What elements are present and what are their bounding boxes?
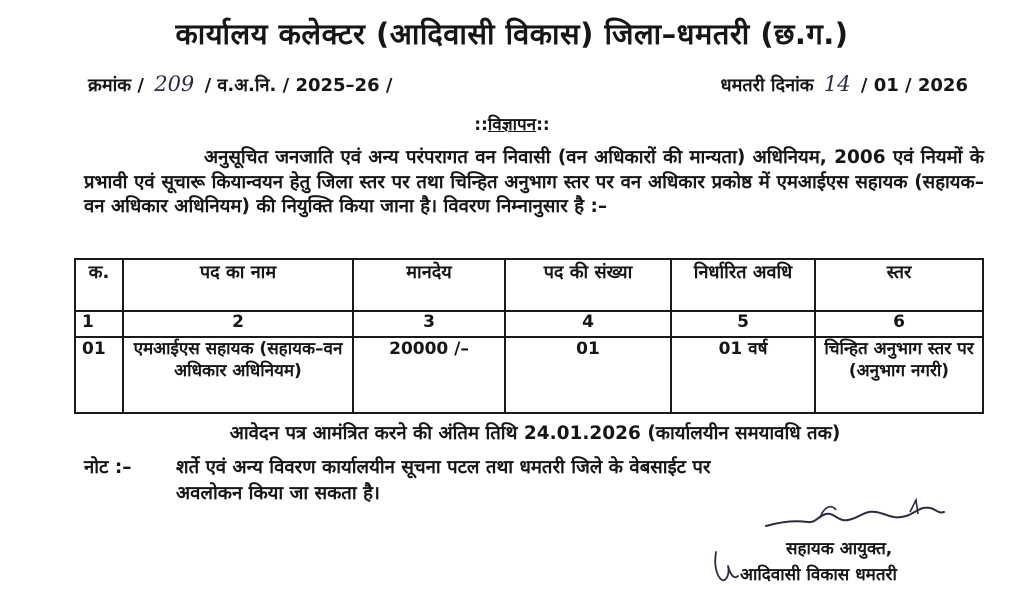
initial-mark xyxy=(708,546,742,586)
notice-heading-word: विज्ञापन xyxy=(487,115,537,135)
note-line-1 xyxy=(84,455,984,481)
table-number-row xyxy=(75,311,983,337)
row-duration: 01 वर्ष xyxy=(671,337,815,413)
office-title: कार्यालय कलेक्टर (आदिवासी विकास) जिला–धमतरी (छ.ग.) xyxy=(175,17,849,51)
table-row xyxy=(75,337,983,413)
row-level: चिन्हित अनुभाग स्तर पर (अनुभाग नगरी) xyxy=(815,337,983,413)
header-cell: स्तर xyxy=(815,259,983,311)
vacancy-table xyxy=(74,258,984,414)
header-cell: मानदेय xyxy=(353,259,505,311)
notice-heading-pre: :: xyxy=(474,115,488,135)
number-cell: 4 xyxy=(505,311,671,337)
ref-prefix: क्रमांक / xyxy=(88,75,144,96)
number-cell: 5 xyxy=(671,311,815,337)
date-day-handwritten: 14 xyxy=(823,72,851,96)
date-rest: / 01 / 2026 xyxy=(860,75,968,96)
notice-heading xyxy=(0,112,1024,135)
notice-paragraph: अनुसूचित जनजाति एवं अन्य परंपरागत वन निवासी (वन अधिकारों की मान्यता) अधिनियम, 2006 एवं नियमों के प्रभावी एवं सूचारू कियान्वयन हेतु जिला स्तर पर तथा चिन्हित अनुभाग स्तर पर वन अधिकार प्रकोष्ठ में एमआईएस सहायक (सहायक–वन अधिकार अधिनियम) की नियुक्ति किया जाना है। विवरण निम्नानुसार है :– xyxy=(84,147,984,217)
row-honorarium: 20000 /– xyxy=(353,337,505,413)
number-cell: 3 xyxy=(353,311,505,337)
header-cell: पद की संख्या xyxy=(505,259,671,311)
number-cell: 2 xyxy=(123,311,353,337)
row-post-name: एमआईएस सहायक (सहायक–वन अधिकार अधिनियम) xyxy=(123,337,353,413)
signature-scribble xyxy=(760,496,950,536)
note-text-2: अवलोकन किया जा सकता है। xyxy=(176,483,380,504)
row-sno: 01 xyxy=(75,337,123,413)
reference-number-line xyxy=(88,72,392,97)
number-cell: 6 xyxy=(815,311,983,337)
date-prefix: धमतरी दिनांक xyxy=(720,75,814,96)
notice-heading-post: :: xyxy=(536,115,550,135)
note-label: नोट :– xyxy=(84,457,132,478)
header-cell: पद का नाम xyxy=(123,259,353,311)
signatory-office: आदिवासी विकास धमतरी xyxy=(740,565,897,585)
signatory-designation: सहायक आयुक्त, xyxy=(786,539,893,559)
ref-suffix: / व.अ.नि. / 2025–26 / xyxy=(204,75,393,96)
date-line xyxy=(721,72,969,97)
application-deadline: आवेदन पत्र आमंत्रित करने की अंतिम तिथि 24.01.2026 (कार्यालयीन समयावधि तक) xyxy=(229,423,841,444)
number-cell: 1 xyxy=(75,311,123,337)
ref-number-handwritten: 209 xyxy=(154,72,195,96)
note-text-1: शर्ते एवं अन्य विवरण कार्यालयीन सूचना पटल तथा धमतरी जिले के वेबसाईट पर xyxy=(176,457,711,478)
header-cell: क. xyxy=(75,259,123,311)
row-post-count: 01 xyxy=(505,337,671,413)
table-header-row xyxy=(75,259,983,311)
header-cell: निर्धारित अवधि xyxy=(671,259,815,311)
